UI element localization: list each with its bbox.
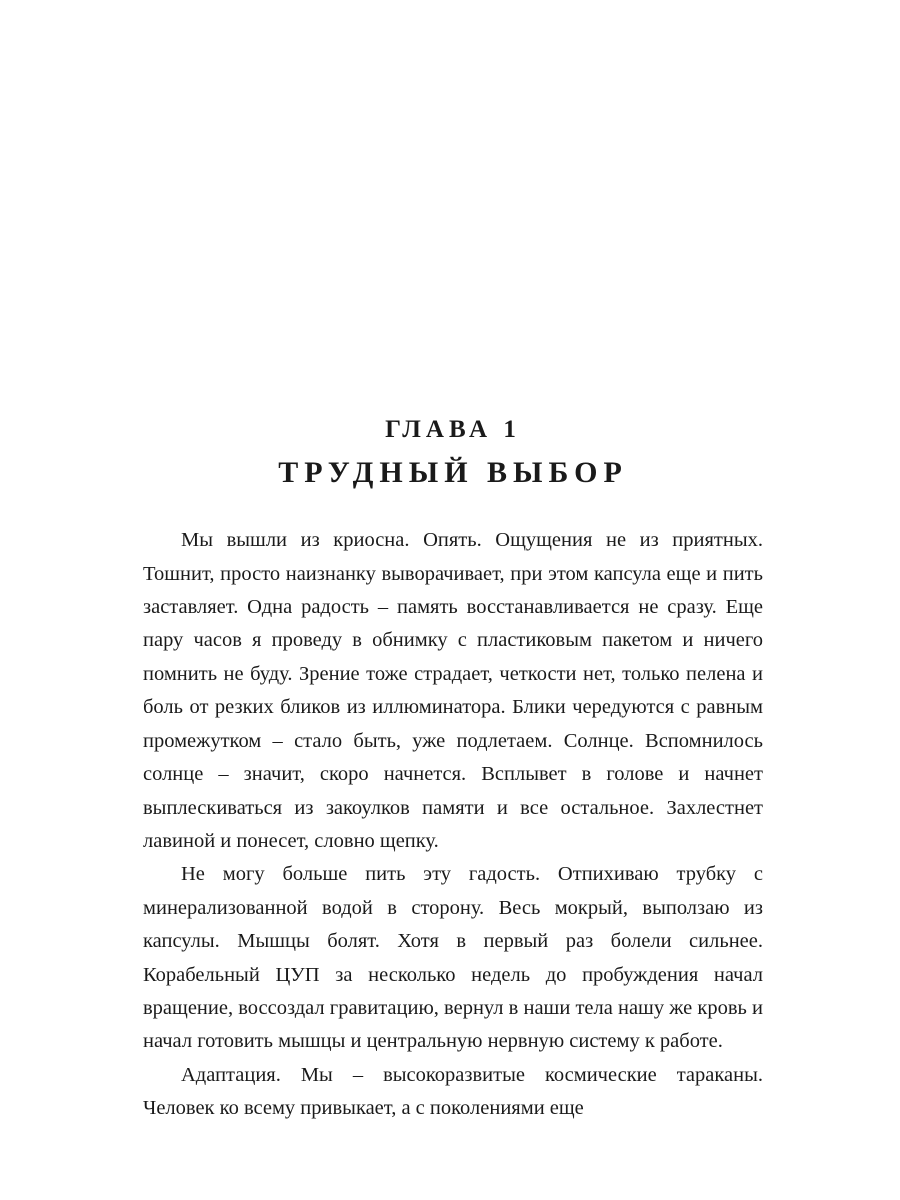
page-content	[143, 416, 763, 1126]
body-text	[143, 524, 763, 1125]
paragraph: Адаптация. Мы – высокоразвитые космические тараканы. Человек ко всему привыкает, а с поколениями еще	[143, 1063, 763, 1120]
paragraph: Мы вышли из криосна. Опять. Ощущения не из приятных. Тошнит, просто наизнанку выворачивает, при этом капсула еще и пить заставляет. Одна радость – память восстанавливается не сразу. Еще пару часов я проведу в обнимку с пластиковым пакетом и ничего помнить не буду. Зрение тоже страдает, четкости нет, только пелена и боль от резких бликов из иллюминатора. Блики чередуются с равным промежутком – стало быть, уже подлетаем. Солнце. Вспомнилось солнце – значит, скоро начнется. Всплывет в голове и начнет выплескиваться из закоулков памяти и все остальное. Захлестнет лавиной и понесет, словно щепку.	[143, 529, 763, 852]
paragraph: Не могу больше пить эту гадость. Отпихиваю трубку с минерализованной водой в сторону. Весь мокрый, выползаю из капсулы. Мышцы болят. Хотя в первый раз болели сильнее. Корабельный ЦУП за несколько недель до пробуждения начал вращение, воссоздал гравитацию, вернул в наши тела нашу же кровь и начал готовить мышцы и центральную нервную систему к работе.	[143, 863, 763, 1053]
chapter-heading	[143, 416, 763, 490]
chapter-number: ГЛАВА 1	[385, 416, 521, 443]
chapter-title: ТРУДНЫЙ ВЫБОР	[278, 455, 628, 489]
